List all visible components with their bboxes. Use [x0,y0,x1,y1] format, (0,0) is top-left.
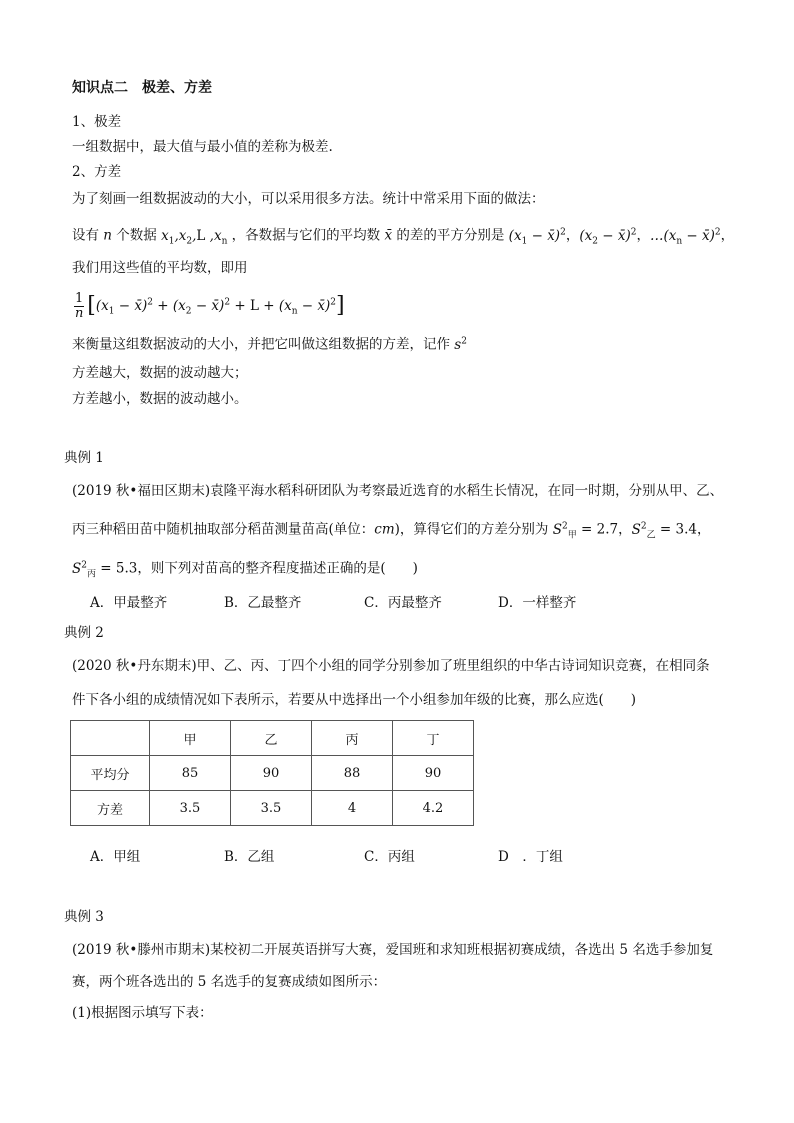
example3-line3: (1)根据图示填写下表： [72,1005,213,1021]
table-cell: 90 [393,756,474,791]
example1-option-a: A．甲最整齐 [90,595,168,611]
table-header-row [71,721,474,756]
example3-line2: 赛，两个班各选出的 5 名选手的复赛成绩如图所示： [72,974,387,990]
table-cell: 方差 [71,791,150,826]
example1-line1: (2019 秋•福田区期末)袁隆平海水稻科研团队为考察最近选育的水稻生长情况，在同一时期，分别从甲、乙、 [72,483,724,499]
variance-smaller: 方差越小，数据的波动越小。 [72,391,248,407]
heading-range: 1、极差 [72,114,122,130]
range-definition: 一组数据中，最大值与最小值的差称为极差. [72,139,333,155]
table-cell: 85 [150,756,231,791]
table-cell [71,721,150,756]
table-cell: 3.5 [231,791,312,826]
example2-option-c: C．丙组 [364,849,415,865]
variance-formula: $\frac{1}{n}$ [($x_1$ − x̄)$^2$ + ($x_2$ − x̄)$^2$ + $L + (x_n$ − x̄)$^2$] [74,290,345,321]
example2-option-d: D ．丁组 [498,849,563,865]
heading-variance: 2、方差 [72,164,122,180]
example2-line1: (2020 秋•丹东期末)甲、乙、丙、丁四个小组的同学分别参加了班里组织的中华古诗词知识竞赛，在相同条 [72,658,710,674]
variance-intro: 为了刻画一组数据波动的大小，可以采用很多方法。统计中常采用下面的做法： [72,191,545,207]
table-cell: 甲 [150,721,231,756]
example1-option-c: C．丙最整齐 [364,595,442,611]
table-row [71,791,474,826]
table-cell: 90 [231,756,312,791]
table-cell: 丁 [393,721,474,756]
example1-option-b: B．乙最整齐 [224,595,302,611]
variance-average-text: 我们用这些值的平均数，即用 [72,260,248,276]
section-title: 知识点二 极差、方差 [72,80,212,96]
table-cell: 3.5 [150,791,231,826]
score-table [70,720,474,826]
example3-line1: (2019 秋•滕州市期末)某校初二开展英语拼写大赛，爱国班和求知班根据初赛成绩，各选出 5 名选手参加复 [72,942,714,958]
example1-line2: 丙三种稻田苗中随机抽取部分稻苗测量苗高(单位：cm)，算得它们的方差分别为 $S^2_甲 = 2.7$，$S^2_乙 = 3.4$， [72,521,711,541]
example2-label: 典例 2 [64,625,104,641]
table-cell: 乙 [231,721,312,756]
table-cell: 丙 [312,721,393,756]
example2-option-a: A．甲组 [90,849,141,865]
example2-option-b: B．乙组 [224,849,275,865]
table-cell: 4.2 [393,791,474,826]
variance-larger: 方差越大，数据的波动越大； [72,365,248,381]
table-cell: 88 [312,756,393,791]
table-cell: 平均分 [71,756,150,791]
example1-line3: $S^2_丙 = 5.3$，则下列对苗高的整齐程度描述正确的是( ) [72,560,418,580]
variance-setup: 设有 n 个数据 $x_1,x_2,L$ $,x_n$ ，各数据与它们的平均数 x̄ 的差的平方分别是 ($x_1$ − x̄)$^2$，($x_2$ − x̄)$^2$，$\dots(x_n$ − x̄)$^2$， [72,227,735,247]
example3-label: 典例 3 [64,909,104,925]
example2-line2: 件下各小组的成绩情况如下表所示，若要从中选择出一个小组参加年级的比赛，那么应选( ) [72,692,637,708]
example1-option-d: D．一样整齐 [498,595,577,611]
table-cell: 4 [312,791,393,826]
table-row [71,756,474,791]
variance-definition: 来衡量这组数据波动的大小，并把它叫做这组数据的方差，记作 $s^2$ [72,336,467,353]
example1-label: 典例 1 [64,450,104,466]
